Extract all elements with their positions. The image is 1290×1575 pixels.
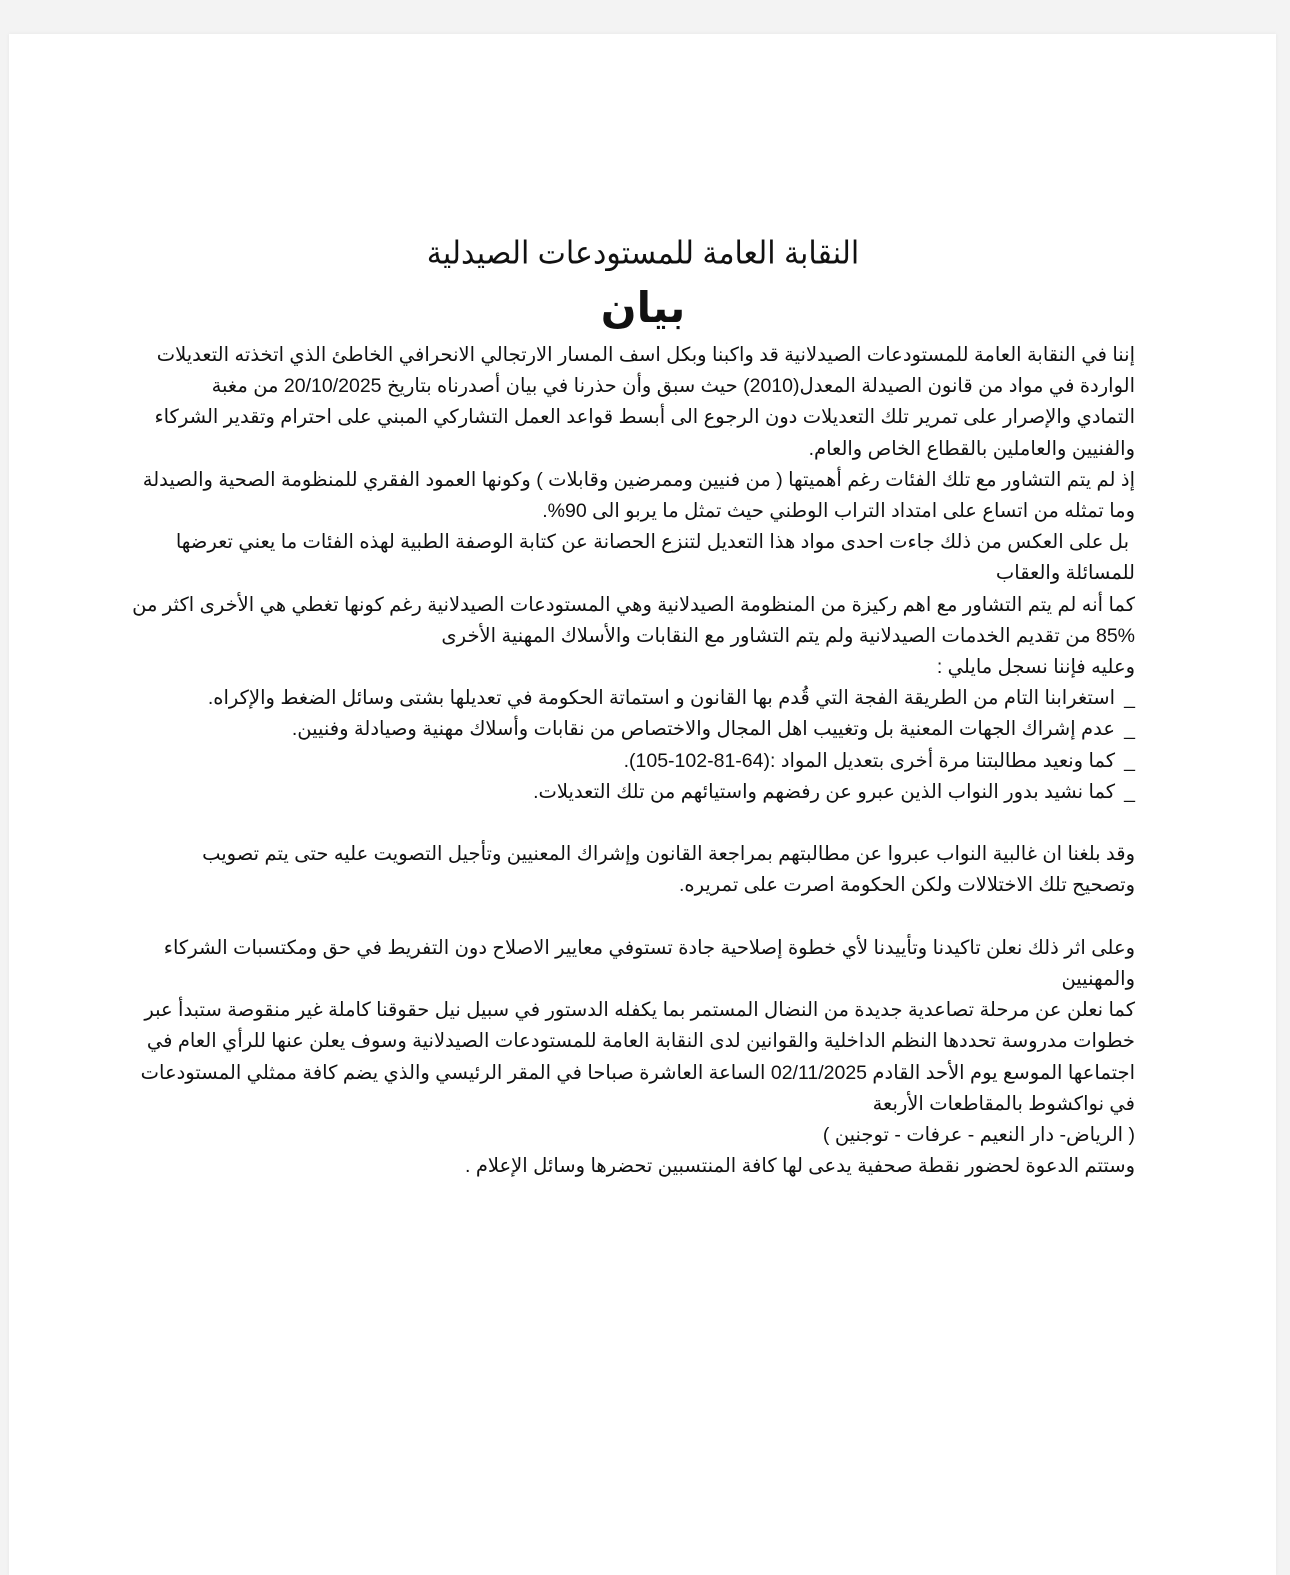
text-line: وعليه فإننا نسجل مايلي : (936, 656, 1135, 679)
text-line: خطوات مدروسة تحددها النظم الداخلية والقوانين لدى النقابة العامة للمستودعات الصيدلانية وسوف يعلن عنها للرأي العام في (146, 1030, 1135, 1053)
text-line: والفنيين والعاملين بالقطاع الخاص والعام. (808, 437, 1135, 460)
text-line: وستتم الدعوة لحضور نقطة صحفية يدعى لها كافة المنتسبين تحضرها وسائل الإعلام . (465, 1155, 1135, 1178)
paragraph-deputies (159, 839, 1135, 901)
spacer (159, 902, 1135, 933)
text-line: بل على العكس من ذلك جاءت احدى مواد هذا التعديل لتنزع الحصانة عن كتابة الوصفة الطبية لهذه الفئات ما يعني تعرضها (175, 531, 1129, 554)
spacer (159, 808, 1135, 839)
list-item (159, 777, 1135, 808)
paragraph-warehouses (132, 590, 1135, 684)
list-item (159, 714, 1135, 745)
text-line: ( الرياض- دار النعيم - عرفات - توجنين ) (822, 1124, 1135, 1147)
list-item-text: استغرابنا التام من الطريقة الفجة التي قُدم بها القانون و استماتة الحكومة في تعديلها بشتى وسائل الضغط والإكراه. (207, 687, 1115, 710)
text-line: والمهنيين (1061, 968, 1135, 991)
text-line: وما تمثله من اتساع على امتداد التراب الوطني حيث تمثل ما يربو الى 90%. (542, 500, 1135, 523)
bullet-dash-icon: _ (1124, 718, 1135, 741)
text-line: 85% من تقديم الخدمات الصيدلانية ولم يتم التشاور مع النقابات والأسلاك المهنية الأخرى (441, 624, 1135, 647)
text-line: إذ لم يتم التشاور مع تلك الفئات رغم أهميتها ( من فنيين وممرضين وقابلات ) وكونها العمود الفقري للمنظومة الصحية والصيدلة (142, 468, 1135, 491)
bullet-dash-icon: _ (1124, 749, 1135, 772)
text-line: التمادي والإصرار على تمرير تلك التعديلات دون الرجوع الى أبسط قواعد العمل التشاركي المبني على احترام وتقدير الشركاء (154, 406, 1135, 429)
paragraph-immunity (159, 527, 1135, 589)
bullet-list (159, 683, 1135, 808)
organization-name: النقابة العامة للمستودعات الصيدلية (426, 236, 860, 271)
paragraph-intro (154, 340, 1135, 465)
text-line: كما نعلن عن مرحلة تصاعدية جديدة من النضال المستمر بما يكفله الدستور في سبيل نيل حقوقنا كاملة غير منقوصة ستبدأ عبر (144, 999, 1135, 1022)
document-page (9, 34, 1276, 1575)
list-item-text: كما ونعيد مطالبتنا مرة أخرى بتعديل المواد :(64-81-102-105). (623, 749, 1115, 772)
text-line: كما أنه لم يتم التشاور مع اهم ركيزة من المنظومة الصيدلانية وهي المستودعات الصيدلانية رغم كونها تغطي هي الأخرى اكثر من (132, 593, 1135, 616)
list-item (159, 746, 1135, 777)
paragraph-consultation (142, 465, 1135, 527)
list-item-text: كما نشيد بدور النواب الذين عبرو عن رفضهم واستيائهم من تلك التعديلات. (533, 780, 1115, 803)
text-line: وقد بلغنا ان غالبية النواب عبروا عن مطالبتهم بمراجعة القانون وإشراك المعنيين وتأجيل التصويت عليه حتى يتم تصويب (202, 843, 1135, 866)
text-line: وعلى اثر ذلك نعلن تاكيدنا وتأييدنا لأي خطوة إصلاحية جادة تستوفي معايير الاصلاح دون التفريط في حق ومكتسبات الشركاء (163, 936, 1135, 959)
text-line: إننا في النقابة العامة للمستودعات الصيدلانية قد واكبنا وبكل اسف المسار الارتجالي الانحرافي الخاطئ الذي اتخذته التعديلات (156, 344, 1135, 366)
paragraph-announcement (140, 995, 1135, 1182)
bullet-dash-icon: _ (1124, 687, 1135, 710)
document-title: بيان (600, 284, 686, 331)
list-item-text: عدم إشراك الجهات المعنية بل وتغييب اهل المجال والاختصاص من نقابات وأسلاك مهنية وصيادلة وفنيين. (291, 718, 1115, 741)
paragraph-support (159, 933, 1135, 995)
text-line: اجتماعها الموسع يوم الأحد القادم 02/11/2025 الساعة العاشرة صباحا في المقر الرئيسي والذي يضم كافة ممثلي المستودعات (140, 1061, 1135, 1084)
text-line: وتصحيح تلك الاختلالات ولكن الحكومة اصرت على تمريره. (678, 874, 1135, 897)
list-item (159, 683, 1135, 714)
text-line: للمسائلة والعقاب (995, 562, 1135, 585)
document-content (132, 234, 1135, 1182)
bullet-dash-icon: _ (1124, 780, 1135, 803)
text-line: في نواكشوط بالمقاطعات الأربعة (872, 1092, 1135, 1115)
text-line: الواردة في مواد من قانون الصيدلة المعدل(2010) حيث سبق وأن حذرنا في بيان أصدرناه بتاريخ 20/10/2025 من مغبة (211, 375, 1135, 398)
